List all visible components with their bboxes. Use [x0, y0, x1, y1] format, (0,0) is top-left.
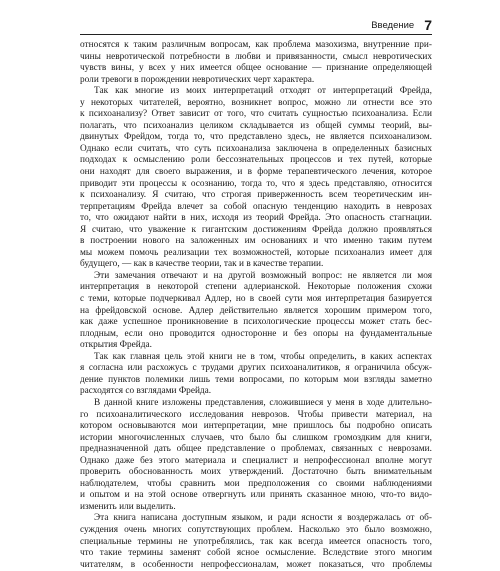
text-line: читателям, в особенности непрофессионалам, может показаться, что проблемы: [80, 559, 432, 570]
text-line: интерпретация в некоторой степени адлерианской. Некоторые положения схожи: [80, 282, 432, 293]
text-line: наблюдателем, чтобы сравнить мои предположения со своими наблюдениями: [80, 478, 432, 489]
text-line: плодным, если оно проводится односторонне и без опоры на фундаментальные: [80, 328, 432, 339]
section-title: Введение: [371, 20, 415, 31]
text-line: го психоаналитического исследования неврозов. Чтобы привести материал, на: [80, 409, 432, 420]
text-line: котором основываются мои интерпретации, мне пришлось бы подробно описать: [80, 421, 432, 432]
text-line: к психоанализу? Ответ зависит от того, что считать сущностью психоанализа. Если: [80, 109, 432, 120]
text-line: на фрейдовской основе. Адлер действительно является хорошим примером того,: [80, 305, 432, 316]
text-line: чувств вины, у всех у них имеется общее основание — признание определяющей: [80, 63, 432, 74]
text-line: и опытом и на этой основе отвергнуть или принять сказанное мною, что-то видо-: [80, 490, 432, 501]
text-line: В данной книге изложены представления, сложившиеся у меня в ходе длительно-: [94, 397, 432, 408]
text-line: они находят для своего выражения, и в форме терапевтического лечения, которое: [80, 167, 432, 178]
text-line: приводит эти процессы к осознанию, тогда то, что я здесь представляю, относится: [80, 178, 432, 189]
text-line: в построении нового на заложенных им основаниях и что именно таким путем: [80, 236, 432, 247]
text-line: специальные термины не употреблялись, так как всегда имеется опасность того,: [80, 536, 432, 547]
text-line: как даже успешное проникновение в психологические процессы может стать бес-: [80, 317, 432, 328]
text-line: расходятся со взглядами Фрейда.: [80, 386, 212, 397]
text-line: чины невротической потребности в любви и привязанности, смысл невротических: [80, 51, 432, 62]
page-number: 7: [424, 17, 432, 33]
paragraph: [80, 271, 432, 352]
text-line: роли тревоги в порождении невротических черт характера.: [80, 74, 315, 85]
text-line: мы можем помочь реализации тех возможностей, которые психоанализ имеет для: [80, 247, 432, 258]
text-line: к психоанализу. Я считаю, что строгая приверженность всем теоретическим ин-: [80, 190, 432, 201]
text-line: будущего, — как в качестве теории, так и в качестве терапии.: [80, 259, 324, 270]
text-line: с теми, которые подчеркивал Адлер, но в своей сути моя интерпретация базируется: [80, 294, 432, 305]
paragraph: [80, 352, 432, 398]
text-line: Однако если считать, что суть психоанализа заключена в определенных базисных: [80, 143, 432, 154]
text-line: Так как главная цель этой книги не в том, чтобы определить, в каких аспектах: [94, 351, 432, 362]
text-line: полагать, что психоанализ целиком складывается из общей суммы теорий, вы-: [80, 120, 432, 131]
text-line: истории многочисленных случаев, что было бы слишком громоздким для книги,: [80, 432, 432, 443]
text-line: Однако даже без этого материала и специалист и непрофессионал вполне могут: [80, 455, 432, 466]
text-line: Я считаю, что уважение к гигантским достижениям Фрейда должно проявляться: [80, 224, 432, 235]
running-header: [80, 14, 432, 35]
paragraph: [80, 513, 432, 571]
text-line: подходах к осмыслению роли бессознательных процессов и тех путей, которые: [80, 155, 432, 166]
text-line: терпретациям Фрейда влечет за собой опасную тенденцию находить в неврозах: [80, 201, 432, 212]
body-text: [80, 40, 432, 571]
text-line: открытия Фрейда.: [80, 340, 152, 351]
text-line: Эти замечания отвечают и на другой возможный вопрос: не является ли моя: [94, 270, 432, 281]
text-line: что такие термины заменят собой ясное осмысление. Вследствие этого многим: [80, 548, 432, 559]
paragraph: [80, 40, 432, 86]
text-line: то, что ожидают найти в них, исходя из теорий Фрейда. Это опасность стагнации.: [80, 213, 432, 224]
text-line: суждения очень многих сопутствующих проблем. Насколько это было возможно,: [80, 524, 432, 535]
paragraph: [80, 86, 432, 271]
text-line: у некоторых читателей, вероятно, возникнет вопрос, можно ли отнести все это: [80, 97, 432, 108]
text-line: дение пунктов полемики лишь теми вопросами, по которым мои взгляды заметно: [80, 374, 432, 385]
text-line: предназначенной дать общее представление о проблемах, связанных с неврозами.: [80, 444, 432, 455]
text-line: изменить или выделить.: [80, 501, 176, 512]
text-line: Эта книга написана доступным языком, и ради ясности я воздержалась от об-: [94, 513, 432, 524]
text-line: двинутых Фрейдом, тогда то, что представлено здесь, не является психоанализом.: [80, 132, 432, 143]
paragraph: [80, 398, 432, 513]
text-line: я согласна или расхожусь с трудами других психоаналитиков, я ограничила обсуж-: [80, 363, 432, 374]
text-line: проверить обоснованность моих утверждений. Достаточно быть внимательным: [80, 467, 432, 478]
text-line: Так как многие из моих интерпретаций отходят от интерпретаций Фрейда,: [94, 86, 432, 97]
text-line: относятся к таким различным вопросам, как проблема мазохизма, внутренние при-: [80, 40, 432, 50]
